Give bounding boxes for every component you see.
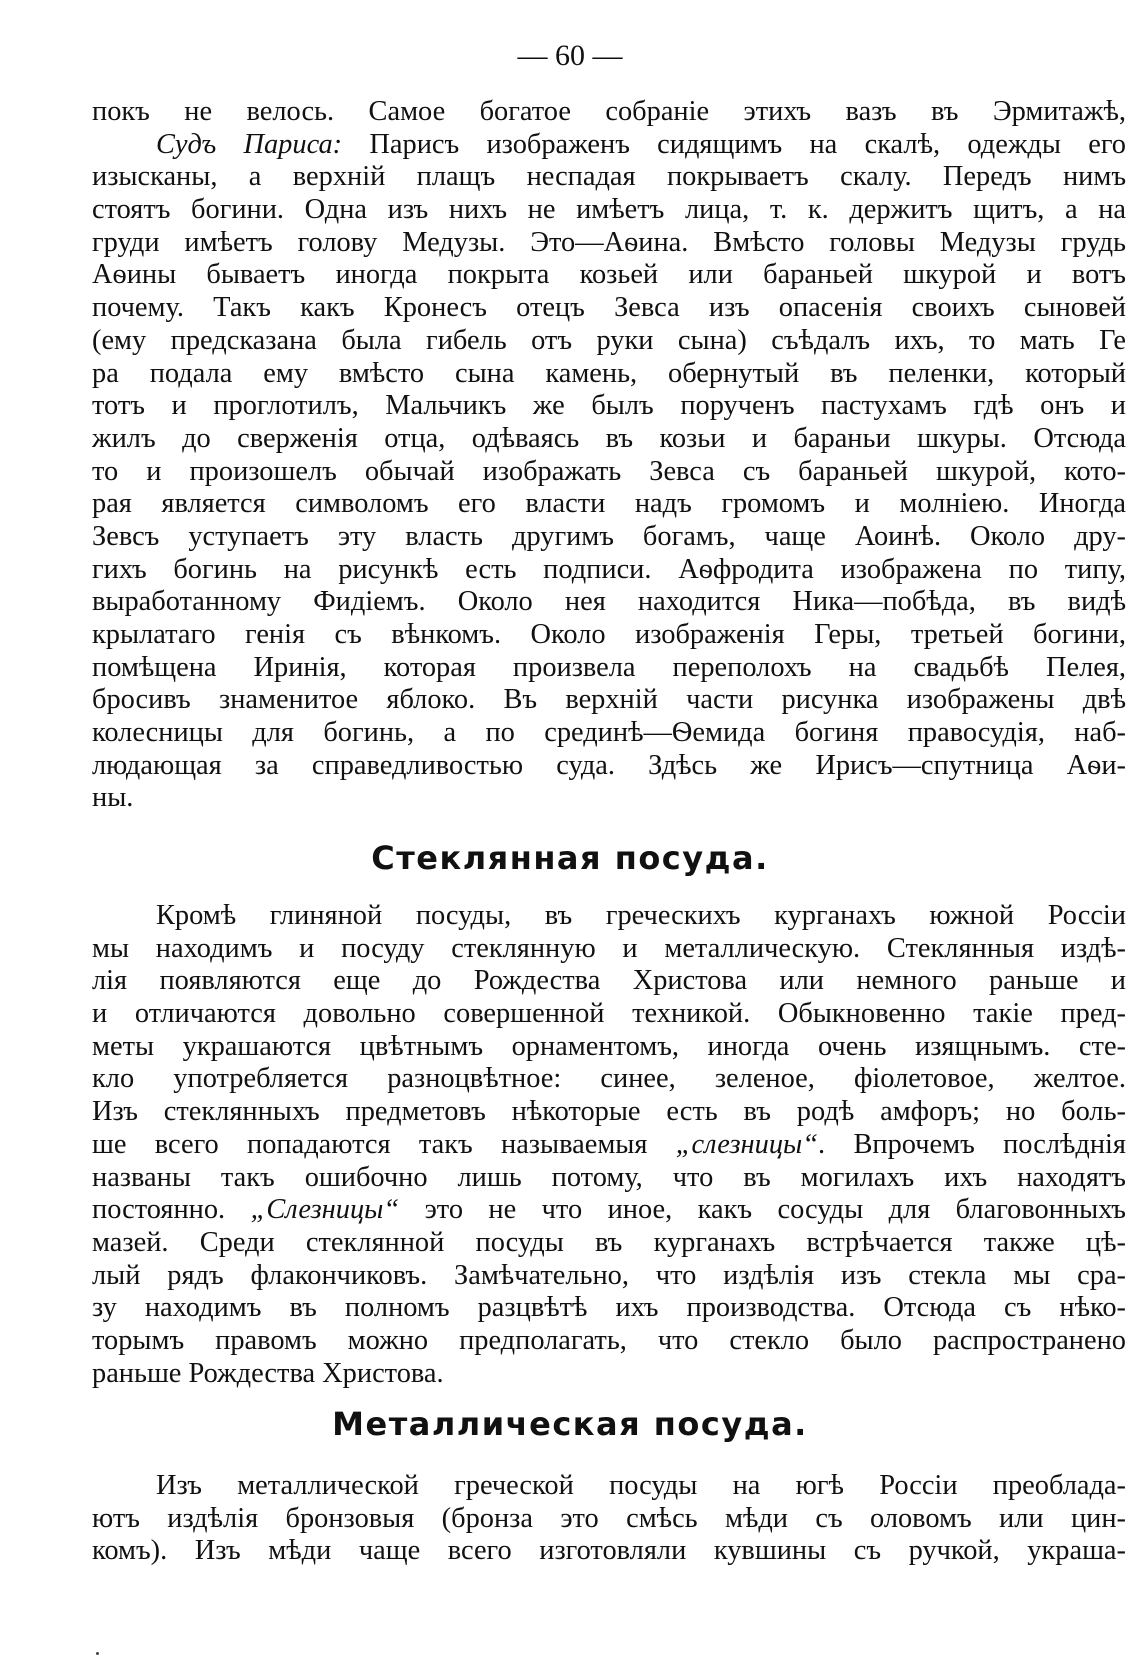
text-line: крылатаго генія съ вѣнкомъ. Около изображенія Геры, третьей богини, [92,619,1126,650]
text-line: ны. [92,782,134,814]
text-line: мы находимъ и посуду стеклянную и металлическую. Стеклянныя издѣ- [92,932,1126,964]
text-line: кло употребляется разноцвѣтное: синее, зеленое, фіолетовое, желтое. [92,1063,1126,1095]
text-line: то и произошелъ обычай изображать Зевса съ бараньей шкурой, кото- [92,455,1126,487]
text-line: рая является символомъ его власти надъ громомъ и молніею. Иногда [92,488,1126,520]
text-line: гихъ богинь на рисункѣ есть подписи. Аѳфродита изображена по типу, [92,553,1126,585]
text-line: комъ). Изъ мѣди чаще всего изготовляли кувшины съ ручкой, украша- [92,1535,1126,1567]
text-line: (ему предсказана была гибель отъ руки сына) съѣдалъ ихъ, то мать Ге [92,324,1126,356]
text-line: Изъ стеклянныхъ предметовъ нѣкоторые есть въ родѣ амфоръ; но боль- [92,1096,1126,1128]
text-line: ютъ издѣлія бронзовыя (бронза это смѣсь мѣди съ оловомъ или цин- [92,1502,1126,1534]
text-line: помѣщена Иринія, которая произвела переполохъ на свадьбѣ Пелея, [92,651,1126,683]
paragraph-paris [92,96,1126,815]
text-line: колесницы для богинь, а по срединѣ—Ѳемида богиня правосудія, наб- [92,717,1126,749]
text-line: Кромѣ глиняной посуды, въ греческихъ курганахъ южной Россіи [156,900,1126,931]
text-line: зу находимъ въ полномъ разцвѣтѣ ихъ производства. Отсюда съ нѣко- [92,1292,1126,1324]
text-line: раньше Рождества Христова. [92,1357,444,1389]
text-line: ше всего попадаются такъ называемыя „слезницы“. Впрочемъ послѣднія [92,1128,1126,1160]
italic-term: „Слезницы“ [250,1194,400,1226]
text-line: почему. Такъ какъ Кронесъ отецъ Зевса изъ опасенія своихъ сыновей [92,292,1126,324]
section-heading-metal: Металлическая посуда. [332,1405,808,1443]
text-line: груди имѣетъ голову Медузы. Это—Аѳина. Вмѣсто головы Медузы грудь [92,226,1126,258]
text-line: Аѳины бываетъ иногда покрыта козьей или бараньей шкурой и вотъ [92,259,1126,291]
text-line: названы такъ ошибочно лишь потому, что въ могилахъ ихъ находятъ [92,1161,1126,1193]
text-line: лый рядъ флакончиковъ. Замѣчательно, что издѣлія изъ стекла мы сра- [92,1259,1126,1291]
text-line: ра подала ему вмѣсто сына камень, обернутый въ пеленки, который [92,357,1126,389]
text-line: стоятъ богини. Одна изъ нихъ не имѣетъ лица, т. к. держитъ щитъ, а на [92,194,1126,226]
text-line: мазей. Среди стеклянной посуды въ курганахъ встрѣчается также цѣ- [92,1226,1126,1258]
page-number: — 60 — [517,39,623,72]
text-line: Судъ Париса: Парисъ изображенъ сидящимъ на скалѣ, одежды его [156,128,1126,160]
section-heading-glass: Стеклянная посуда. [371,839,769,877]
text-line: Изъ металлической греческой посуды на югѣ Россіи преоблада- [156,1470,1126,1501]
text-line: покъ не велось. Самое богатое собраніе этихъ вазъ въ Эрмитажѣ, [92,96,1126,127]
text-line: выработанному Фидіемъ. Около нея находится Ника—побѣда, въ видѣ [92,586,1126,618]
italic-term: „слезницы“ [675,1128,819,1160]
text-line: тотъ и проглотилъ, Мальчикъ же былъ порученъ пастухамъ гдѣ онъ и [92,390,1126,422]
text-line: бросивъ знаменитое яблоко. Въ верхній части рисунка изображены двѣ [92,684,1126,716]
text-line: Зевсъ уступаетъ эту власть другимъ богамъ, чаще Аоинѣ. Около дру- [92,520,1126,552]
text-line: торымъ правомъ можно предполагать, что стекло было распространено [92,1324,1126,1356]
text-line: постоянно. „Слезницы“ это не что иное, какъ сосуды для благовонныхъ [92,1194,1126,1226]
inline-title: Судъ Париса: [156,128,343,160]
paragraph-glass [92,900,1126,1390]
text-line: жилъ до сверженія отца, одѣваясь въ козьи и бараньи шкуры. Отсюда [92,422,1126,454]
paragraph-metal [92,1470,1126,1568]
text-line: изысканы, а верхній плащъ неспадая покрываетъ скалу. Передъ нимъ [92,161,1126,193]
text-line: лія появляются еще до Рождества Христова или немного раньше и [92,965,1126,997]
text-line: меты украшаются цвѣтнымъ орнаментомъ, иногда очень изящнымъ. сте- [92,1030,1126,1062]
text-line: и отличаются довольно совершенной техникой. Обыкновенно такіе пред- [92,998,1126,1030]
print-speck [96,1652,99,1655]
text-line: людающая за справедливостью суда. Здѣсь же Ирисъ—спутница Аѳи- [92,749,1126,781]
